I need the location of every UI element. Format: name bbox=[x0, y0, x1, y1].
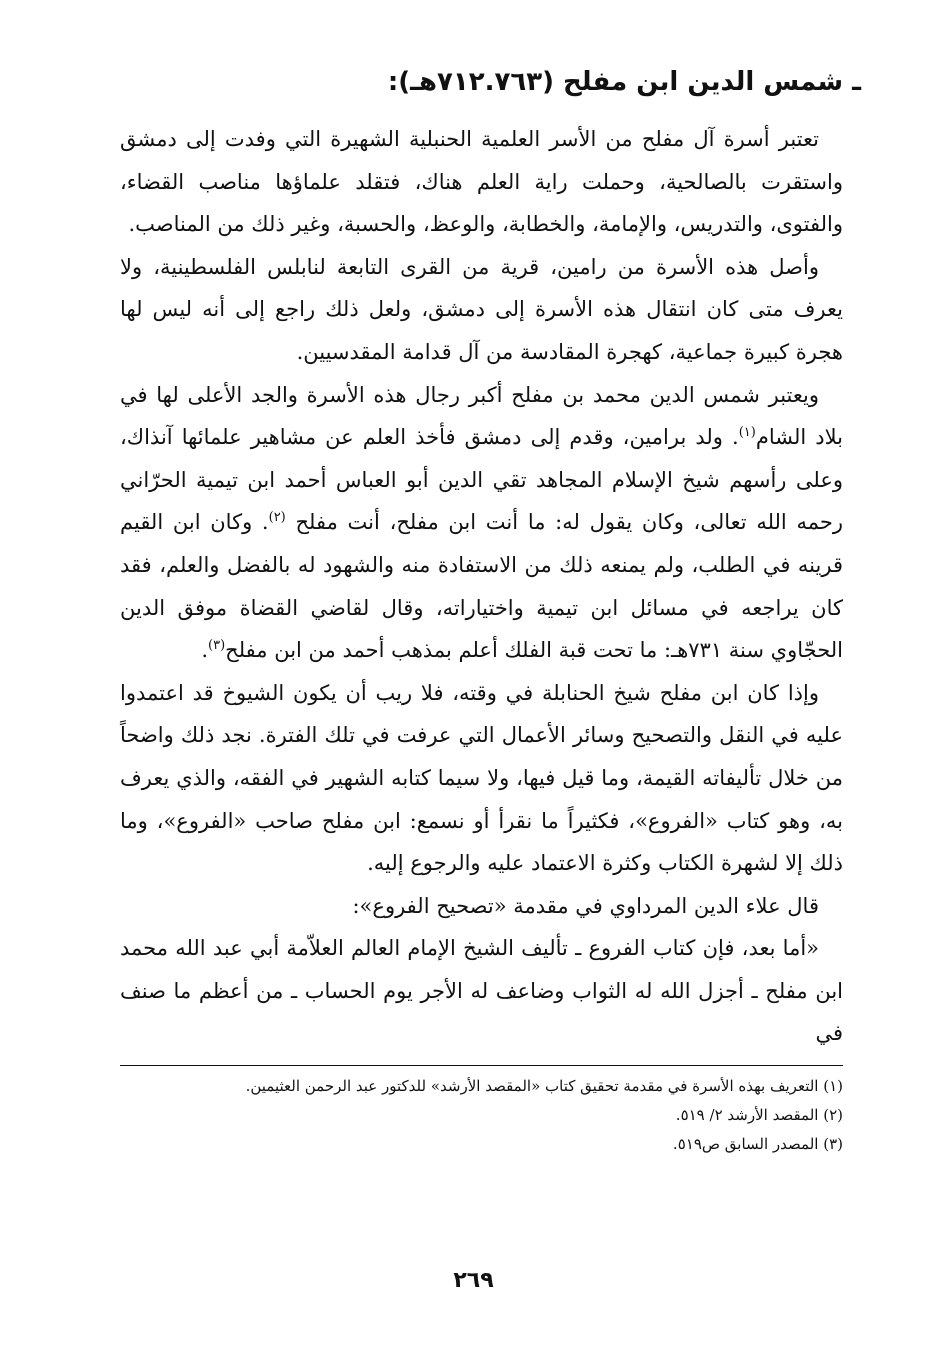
paragraph-3-part-d: . bbox=[201, 638, 209, 663]
footnote-1: (١) التعريف بهذه الأسرة في مقدمة تحقيق كتاب «المقصد الأرشد» للدكتور عبد الرحمن العثيمين. bbox=[245, 1077, 843, 1096]
section-heading: ـ شمس الدين ابن مفلح (٧١٢.٧٦٣هـ): bbox=[387, 67, 861, 97]
footnote-ref-3[interactable]: (٣) bbox=[208, 638, 226, 654]
footnote-ref-2[interactable]: (٢) bbox=[268, 510, 286, 526]
paragraph-6: «أما بعد، فإن كتاب الفروع ـ تأليف الشيخ الإمام العالم العلاّمة أبي عبد الله محمد ابن مفلح ـ أجزل الله له الثواب وضاعف له الأجر يوم الحساب ـ من أعظم ما صنف في bbox=[120, 936, 843, 1046]
paragraph-3-part-c: . وكان ابن القيم قرينه في الطلب، ولم يمنعه ذلك من الاستفادة منه والشهود له بالفضل والعلم، فقد كان يراجعه في مسائل ابن تيمية واختياراته، وقال لقاضي القضاة موفق الدين الحجّاوي سنة ٧٣١هـ: ما تحت قبة الفلك أعلم بمذهب أحمد من ابن مفلح bbox=[120, 510, 843, 663]
paragraph-1: تعتبر أسرة آل مفلح من الأسر العلمية الحنبلية الشهيرة التي وفدت إلى دمشق واستقرت بالصالحية، وحملت راية العلم هناك، فتقلد علماؤها مناصب القضاء، والفتوى، والتدريس، والإمامة، والخطابة، والوعظ، والحسبة، وغير ذلك من المناصب. bbox=[120, 127, 843, 237]
paragraph-5: قال علاء الدين المرداوي في مقدمة «تصحيح الفروع»: bbox=[352, 893, 819, 918]
page-number: ٢٦٩ bbox=[453, 1268, 494, 1293]
paragraph-2: وأصل هذه الأسرة من رامين، قرية من القرى التابعة لنابلس الفلسطينية، ولا يعرف متى كان انتقال هذه الأسرة إلى دمشق، ولعل ذلك راجع إلى أنه ليس لها هجرة كبيرة جماعية، كهجرة المقادسة من آل قدامة المقدسيين. bbox=[120, 254, 843, 364]
body-text bbox=[120, 118, 843, 1055]
page-content bbox=[120, 62, 861, 1159]
footnote-2: (٢) المقصد الأرشد ٢/ ٥١٩. bbox=[675, 1106, 843, 1125]
paragraph-3 bbox=[120, 374, 843, 672]
paragraph-3-part-b: . ولد برامين، وقدم إلى دمشق فأخذ العلم عن مشاهير علمائها آنذاك، وعلى رأسهم شيخ الإسلام المجاهد تقي الدين أبو العباس أحمد ابن تيمية الحرّاني رحمه الله تعالى، وكان يقول له: ما أنت ابن مفلح، أنت مفلح bbox=[120, 425, 843, 535]
footnote-ref-1[interactable]: (١) bbox=[738, 425, 756, 441]
paragraph-4: وإذا كان ابن مفلح شيخ الحنابلة في وقته، فلا ريب أن يكون الشيوخ قد اعتمدوا عليه في النقل والتصحيح وسائر الأعمال التي عرفت في تلك الفترة. نجد ذلك واضحاً من خلال تأليفاته القيمة، وما قيل فيها، ولا سيما كتابه الشهير في الفقه، والذي يعرف به، وهو كتاب «الفروع»، فكثيراً ما نقرأ أو نسمع: ابن مفلح صاحب «الفروع»، وما ذلك إلا لشهرة الكتاب وكثرة الاعتماد عليه والرجوع إليه. bbox=[120, 680, 843, 876]
footnote-3: (٣) المصدر السابق ص٥١٩. bbox=[672, 1135, 843, 1154]
footnotes-section bbox=[120, 1065, 843, 1159]
paragraph-3-part-a: ويعتبر شمس الدين محمد بن مفلح أكبر رجال هذه الأسرة والجد الأعلى لها في بلاد الشام bbox=[120, 382, 843, 450]
